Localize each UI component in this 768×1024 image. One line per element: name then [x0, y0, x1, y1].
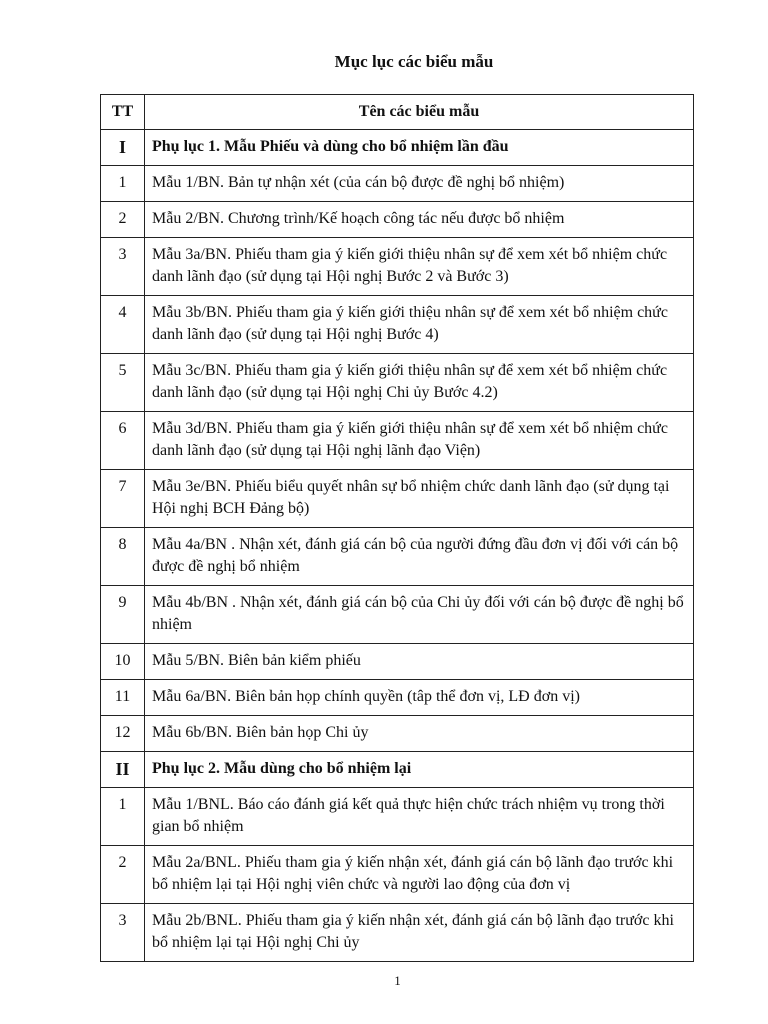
- forms-index-table: [100, 94, 694, 962]
- row-number: 6: [101, 412, 145, 470]
- row-number: 10: [101, 644, 145, 680]
- row-number: 5: [101, 354, 145, 412]
- row-text: Mẫu 2a/BNL. Phiếu tham gia ý kiến nhận xét, đánh giá cán bộ lãnh đạo trước khi bổ nhiệm lại tại Hội nghị viên chức và người lao động của đơn vị: [145, 846, 694, 904]
- row-number: 3: [101, 238, 145, 296]
- row-number: 12: [101, 716, 145, 752]
- page-number: 1: [394, 973, 401, 988]
- table-row: [101, 716, 694, 752]
- table-row: [101, 644, 694, 680]
- row-text: Mẫu 2b/BNL. Phiếu tham gia ý kiến nhận xét, đánh giá cán bộ lãnh đạo trước khi bổ nhiệm lại tại Hội nghị Chi ủy: [145, 904, 694, 962]
- table-row: [101, 586, 694, 644]
- row-number: I: [101, 130, 145, 166]
- row-number: 2: [101, 202, 145, 238]
- row-text: Mẫu 3b/BN. Phiếu tham gia ý kiến giới thiệu nhân sự để xem xét bổ nhiệm chức danh lãnh đạo (sử dụng tại Hội nghị Bước 4): [145, 296, 694, 354]
- table-row: [101, 846, 694, 904]
- row-number: 9: [101, 586, 145, 644]
- table-row-section: [101, 130, 694, 166]
- row-text: Phụ lục 2. Mẫu dùng cho bổ nhiệm lại: [145, 752, 694, 788]
- row-text: Phụ lục 1. Mẫu Phiếu và dùng cho bổ nhiệm lần đầu: [145, 130, 694, 166]
- table-row: [101, 470, 694, 528]
- table-row: [101, 296, 694, 354]
- row-text: Mẫu 1/BN. Bản tự nhận xét (của cán bộ được đề nghị bổ nhiệm): [145, 166, 694, 202]
- row-text: Mẫu 3d/BN. Phiếu tham gia ý kiến giới thiệu nhân sự để xem xét bổ nhiệm chức danh lãnh đạo (sử dụng tại Hội nghị lãnh đạo Viện): [145, 412, 694, 470]
- row-number: 7: [101, 470, 145, 528]
- table-row-section: [101, 752, 694, 788]
- page-title: Mục lục các biểu mẫu: [334, 52, 494, 71]
- row-number: 4: [101, 296, 145, 354]
- table-row: [101, 904, 694, 962]
- row-text: Mẫu 6a/BN. Biên bản họp chính quyền (tâp thể đơn vị, LĐ đơn vị): [145, 680, 694, 716]
- table-row: [101, 788, 694, 846]
- table-row: [101, 354, 694, 412]
- table-row: [101, 202, 694, 238]
- row-text: Mẫu 5/BN. Biên bản kiểm phiếu: [145, 644, 694, 680]
- row-text: Mẫu 6b/BN. Biên bản họp Chi ủy: [145, 716, 694, 752]
- row-text: Mẫu 1/BNL. Báo cáo đánh giá kết quả thực hiện chức trách nhiệm vụ trong thời gian bổ nhiệm: [145, 788, 694, 846]
- row-number: 3: [101, 904, 145, 962]
- row-number: 8: [101, 528, 145, 586]
- table-row: [101, 412, 694, 470]
- header-tt: TT: [101, 95, 145, 130]
- row-text: Mẫu 3e/BN. Phiếu biểu quyết nhân sự bổ nhiệm chức danh lãnh đạo (sử dụng tại Hội nghị BCH Đảng bộ): [145, 470, 694, 528]
- row-text: Mẫu 3a/BN. Phiếu tham gia ý kiến giới thiệu nhân sự để xem xét bổ nhiệm chức danh lãnh đạo (sử dụng tại Hội nghị Bước 2 và Bước 3): [145, 238, 694, 296]
- table-row: [101, 680, 694, 716]
- row-number: 2: [101, 846, 145, 904]
- row-text: Mẫu 4a/BN . Nhận xét, đánh giá cán bộ của người đứng đầu đơn vị đối với cán bộ được đề nghị bổ nhiệm: [145, 528, 694, 586]
- row-text: Mẫu 4b/BN . Nhận xét, đánh giá cán bộ của Chi ủy đối với cán bộ được đề nghị bổ nhiệm: [145, 586, 694, 644]
- row-number: 1: [101, 788, 145, 846]
- row-number: II: [101, 752, 145, 788]
- row-number: 11: [101, 680, 145, 716]
- header-form-name: Tên các biểu mẫu: [145, 95, 694, 130]
- row-text: Mẫu 3c/BN. Phiếu tham gia ý kiến giới thiệu nhân sự để xem xét bổ nhiệm chức danh lãnh đạo (sử dụng tại Hội nghị Chi ủy Bước 4.2): [145, 354, 694, 412]
- table-row: [101, 166, 694, 202]
- table-row: [101, 528, 694, 586]
- row-number: 1: [101, 166, 145, 202]
- table-row: [101, 238, 694, 296]
- table-header-row: [101, 95, 694, 130]
- row-text: Mẫu 2/BN. Chương trình/Kế hoạch công tác nếu được bổ nhiệm: [145, 202, 694, 238]
